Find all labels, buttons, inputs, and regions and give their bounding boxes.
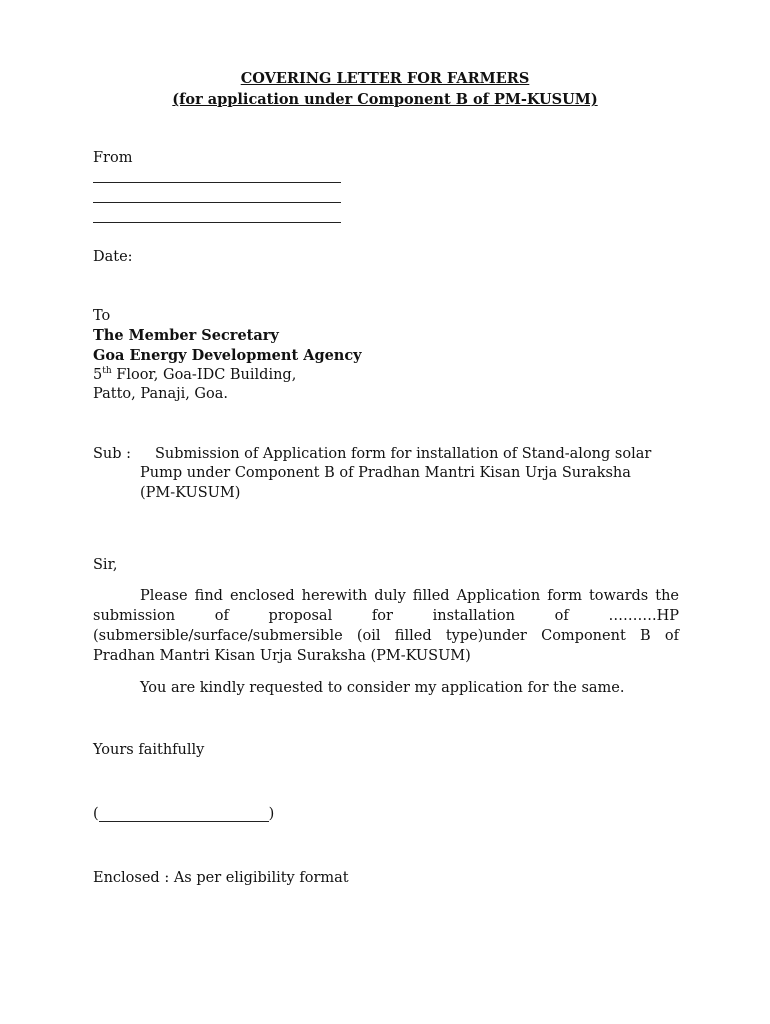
floor-rest: Floor, Goa-IDC Building,	[111, 367, 297, 383]
signature-open: (	[93, 806, 99, 822]
signature-close: )	[268, 806, 275, 822]
to-label: To	[93, 308, 111, 324]
from-line-3	[93, 222, 341, 223]
enclosure-note: Enclosed : As per eligibility format	[93, 870, 349, 886]
from-label: From	[93, 150, 133, 166]
subject-line-1: Submission of Application form for installation of Stand-along solar	[155, 446, 652, 462]
subject-line-2: Pump under Component B of Pradhan Mantri Kisan Urja Suraksha	[140, 465, 631, 481]
signature-block	[93, 806, 274, 822]
letter-title: COVERING LETTER FOR FARMERS	[240, 70, 530, 87]
subject-line-3: (PM-KUSUM)	[140, 485, 241, 501]
recipient-title: The Member Secretary	[93, 327, 279, 344]
body-para1-line-3: (submersible/surface/submersible (oil filled type)under Component B of	[93, 628, 679, 644]
letter-subtitle: (for application under Component B of PM-KUSUM)	[172, 91, 598, 108]
subject-label: Sub :	[93, 446, 132, 462]
body-para1-line-2: submission of proposal for installation of ……….HP	[93, 608, 679, 624]
date-label: Date:	[93, 249, 133, 265]
recipient-address-line-1	[93, 367, 296, 383]
floor-number: 5	[93, 367, 103, 383]
from-line-1	[93, 182, 341, 183]
body-para1-line-4: Pradhan Mantri Kisan Urja Suraksha (PM-KUSUM)	[93, 648, 471, 664]
body-para2: You are kindly requested to consider my application for the same.	[140, 680, 625, 696]
floor-suffix: th	[102, 366, 112, 377]
recipient-address-line-2: Patto, Panaji, Goa.	[93, 386, 229, 402]
from-line-2	[93, 202, 341, 203]
recipient-organization: Goa Energy Development Agency	[93, 347, 362, 364]
body-para1-line-1: Please find enclosed herewith duly filled Application form towards the	[140, 588, 679, 604]
salutation: Sir,	[93, 557, 118, 573]
closing: Yours faithfully	[93, 742, 205, 758]
signature-line	[99, 807, 269, 822]
